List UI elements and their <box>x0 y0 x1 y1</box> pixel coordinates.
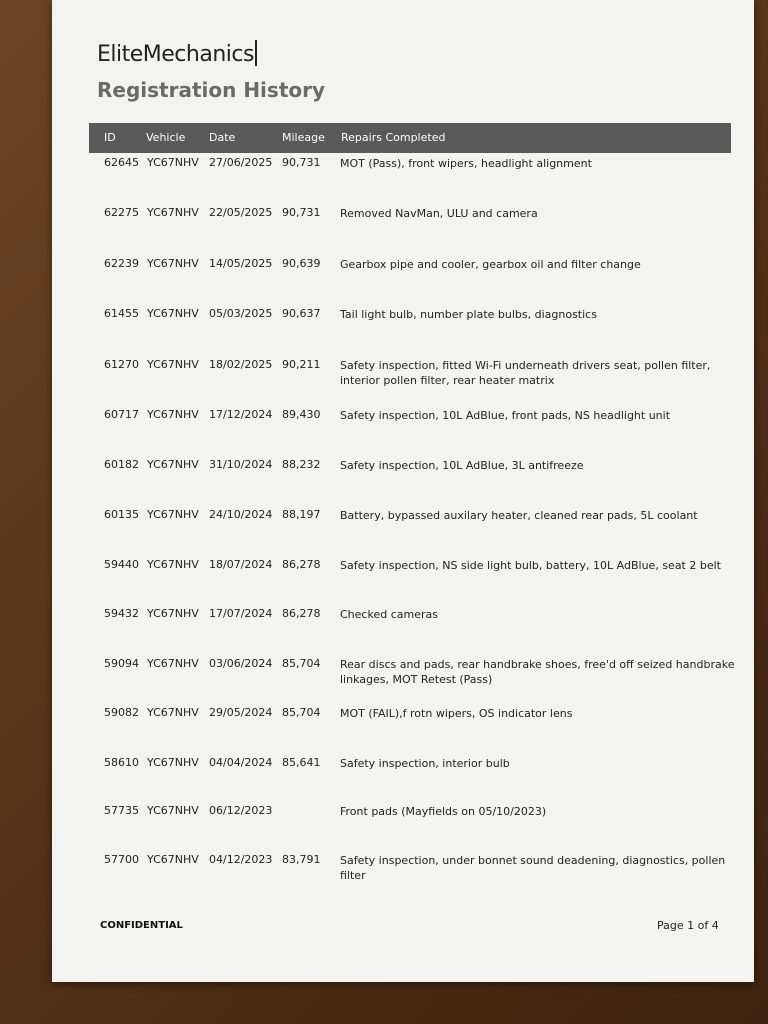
cell-repairs: Rear discs and pads, rear handbrake shoes, free'd off seized handbrake linkages, MOT Retest (Pass) <box>340 658 735 686</box>
cell-vehicle: YC67NHV <box>147 358 199 371</box>
cell-mileage: 89,430 <box>282 408 321 421</box>
cell-date: 05/03/2025 <box>209 307 273 320</box>
cell-mileage: 88,232 <box>282 458 321 471</box>
cell-mileage: 88,197 <box>282 508 321 521</box>
cell-date: 04/04/2024 <box>209 756 273 769</box>
cell-id: 59094 <box>104 657 139 670</box>
cell-id: 59082 <box>104 706 139 719</box>
document-page <box>52 0 754 982</box>
cell-mileage: 90,731 <box>282 206 321 219</box>
cell-mileage: 85,641 <box>282 756 321 769</box>
page-number: Page 1 of 4 <box>657 919 719 932</box>
cell-mileage: 86,278 <box>282 607 321 620</box>
cell-repairs: Safety inspection, NS side light bulb, battery, 10L AdBlue, seat 2 belt <box>340 559 721 572</box>
cell-vehicle: YC67NHV <box>147 756 199 769</box>
cell-id: 59440 <box>104 558 139 571</box>
cell-vehicle: YC67NHV <box>147 408 199 421</box>
cell-date: 04/12/2023 <box>209 853 273 866</box>
cell-date: 24/10/2024 <box>209 508 273 521</box>
cell-mileage: 85,704 <box>282 706 321 719</box>
cell-id: 62239 <box>104 257 139 270</box>
cell-date: 18/07/2024 <box>209 558 273 571</box>
cell-date: 17/07/2024 <box>209 607 273 620</box>
cell-vehicle: YC67NHV <box>147 558 199 571</box>
cell-date: 31/10/2024 <box>209 458 273 471</box>
cell-repairs: Removed NavMan, ULU and camera <box>340 207 538 220</box>
cell-vehicle: YC67NHV <box>147 607 199 620</box>
cell-id: 62645 <box>104 156 139 169</box>
cell-vehicle: YC67NHV <box>147 206 199 219</box>
cell-vehicle: YC67NHV <box>147 307 199 320</box>
cell-repairs: Safety inspection, fitted Wi-Fi underneath drivers seat, pollen filter, interior pollen filter, rear heater matrix <box>340 359 711 387</box>
cell-id: 57700 <box>104 853 139 866</box>
cell-date: 27/06/2025 <box>209 156 273 169</box>
column-header-mileage: Mileage <box>282 131 325 144</box>
cell-vehicle: YC67NHV <box>147 853 199 866</box>
cell-vehicle: YC67NHV <box>147 257 199 270</box>
cell-id: 62275 <box>104 206 139 219</box>
cell-vehicle: YC67NHV <box>147 804 199 817</box>
cell-repairs: Safety inspection, interior bulb <box>340 757 510 770</box>
column-header-vehicle: Vehicle <box>146 131 186 144</box>
table-header <box>89 123 731 153</box>
cell-id: 57735 <box>104 804 139 817</box>
cell-id: 60135 <box>104 508 139 521</box>
cell-date: 17/12/2024 <box>209 408 273 421</box>
cell-id: 60717 <box>104 408 139 421</box>
cell-repairs: Checked cameras <box>340 608 438 621</box>
cell-vehicle: YC67NHV <box>147 508 199 521</box>
cell-mileage: 90,637 <box>282 307 321 320</box>
column-header-id: ID <box>104 131 116 144</box>
cell-mileage: 83,791 <box>282 853 321 866</box>
company-logo <box>97 40 257 67</box>
cell-repairs: Safety inspection, under bonnet sound deadening, diagnostics, pollen filter <box>340 854 726 882</box>
company-name: EliteMechanics <box>97 42 254 67</box>
cell-date: 06/12/2023 <box>209 804 273 817</box>
cell-repairs: MOT (Pass), front wipers, headlight alignment <box>340 157 592 170</box>
cell-id: 60182 <box>104 458 139 471</box>
cell-mileage: 90,639 <box>282 257 321 270</box>
cell-date: 18/02/2025 <box>209 358 273 371</box>
text-cursor <box>255 40 257 66</box>
cell-repairs: Front pads (Mayfields on 05/10/2023) <box>340 805 547 818</box>
cell-vehicle: YC67NHV <box>147 156 199 169</box>
cell-mileage: 90,731 <box>282 156 321 169</box>
cell-date: 03/06/2024 <box>209 657 273 670</box>
cell-date: 29/05/2024 <box>209 706 273 719</box>
confidential-label: CONFIDENTIAL <box>100 920 183 931</box>
cell-date: 14/05/2025 <box>209 257 273 270</box>
cell-repairs: Safety inspection, 10L AdBlue, front pads, NS headlight unit <box>340 409 671 422</box>
cell-id: 61455 <box>104 307 139 320</box>
column-header-date: Date <box>209 131 236 144</box>
cell-id: 61270 <box>104 358 139 371</box>
cell-repairs: Gearbox pipe and cooler, gearbox oil and filter change <box>340 258 641 271</box>
cell-mileage: 85,704 <box>282 657 321 670</box>
cell-repairs: Tail light bulb, number plate bulbs, diagnostics <box>340 308 597 321</box>
cell-mileage: 86,278 <box>282 558 321 571</box>
cell-vehicle: YC67NHV <box>147 706 199 719</box>
cell-id: 59432 <box>104 607 139 620</box>
cell-vehicle: YC67NHV <box>147 458 199 471</box>
cell-repairs: Battery, bypassed auxilary heater, cleaned rear pads, 5L coolant <box>340 509 698 522</box>
cell-id: 58610 <box>104 756 139 769</box>
page-title: Registration History <box>97 78 326 102</box>
cell-repairs: MOT (FAIL),f rotn wipers, OS indicator lens <box>340 707 573 720</box>
cell-mileage: 90,211 <box>282 358 321 371</box>
column-header-repairs: Repairs Completed <box>341 131 446 144</box>
cell-vehicle: YC67NHV <box>147 657 199 670</box>
cell-date: 22/05/2025 <box>209 206 273 219</box>
cell-repairs: Safety inspection, 10L AdBlue, 3L antifreeze <box>340 459 584 472</box>
